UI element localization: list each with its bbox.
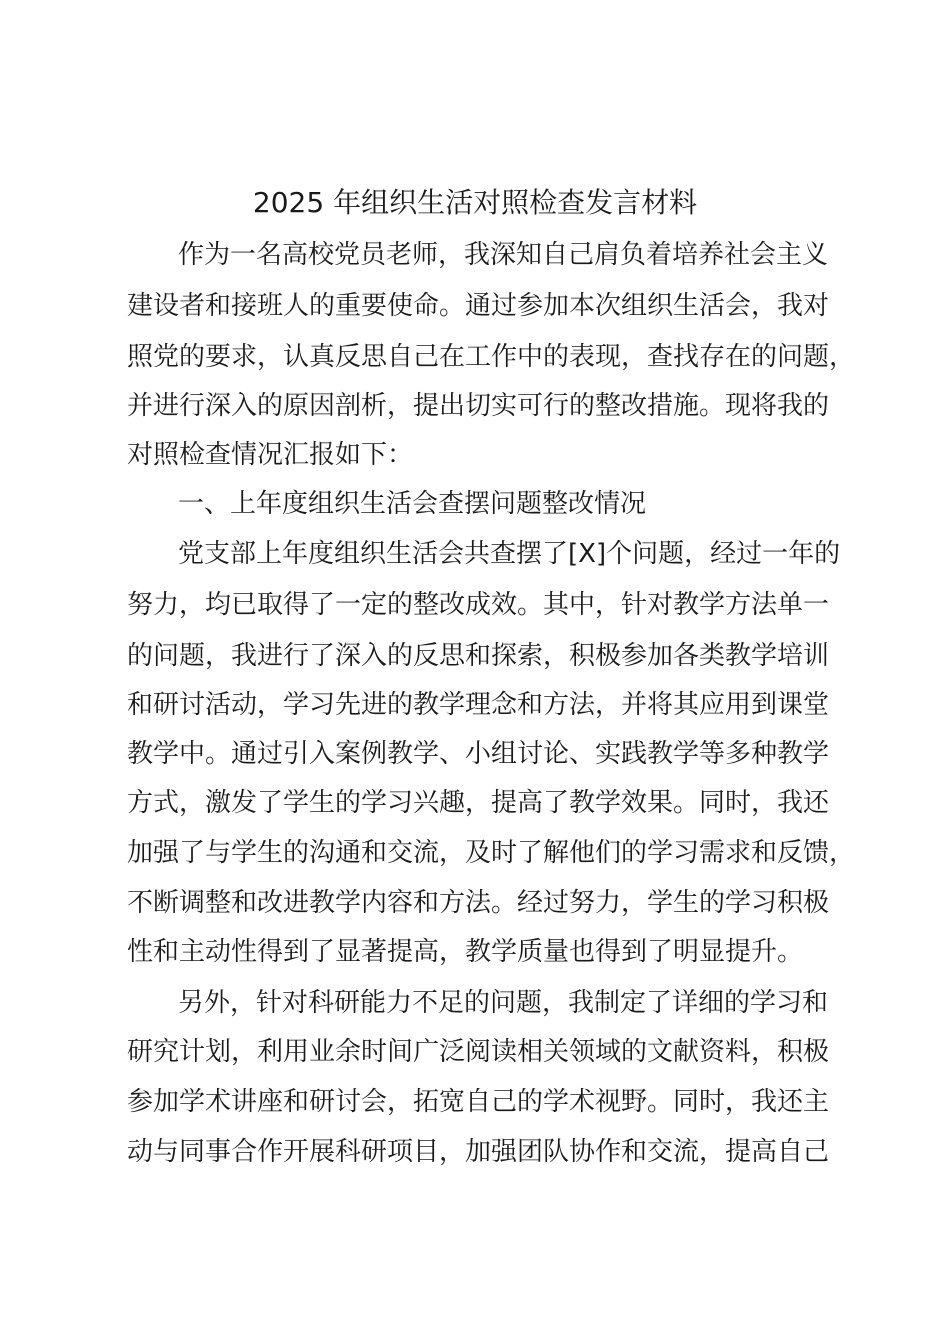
- text-line: 党支部上年度组织生活会共查摆了[X]个问题，经过一年的: [178, 539, 841, 569]
- text-line: 的问题，我进行了深入的反思和探索，积极参加各类教学培训: [127, 641, 830, 671]
- text-line: 照党的要求，认真反思自己在工作中的表现，查找存在的问题，: [127, 342, 856, 372]
- text-line: 教学中。通过引入案例教学、小组讨论、实践教学等多种教学: [127, 739, 830, 769]
- text-line: 另外，针对科研能力不足的问题，我制定了详细的学习和: [178, 988, 829, 1018]
- document-title: 2025 年组织生活对照检查发言材料: [252, 186, 698, 219]
- text-line: 努力，均已取得了一定的整改成效。其中，针对教学方法单一: [127, 590, 830, 620]
- text-line: 参加学术讲座和研讨会，拓宽自己的学术视野。同时，我还主: [127, 1087, 830, 1117]
- text-line: 作为一名高校党员老师，我深知自己肩负着培养社会主义: [178, 240, 829, 270]
- text-line: 研究计划，利用业余时间广泛阅读相关领域的文献资料，积极: [127, 1037, 830, 1067]
- text-line: 不断调整和改进教学内容和方法。经过努力，学生的学习积极: [127, 888, 830, 918]
- text-line: 动与同事合作开展科研项目，加强团队协作和交流，提高自己: [127, 1137, 830, 1167]
- text-line: 性和主动性得到了显著提高，教学质量也得到了明显提升。: [127, 937, 804, 967]
- text-line: 建设者和接班人的重要使命。通过参加本次组织生活会，我对: [127, 291, 830, 321]
- text-line: 加强了与学生的沟通和交流，及时了解他们的学习需求和反馈，: [127, 838, 856, 868]
- text-line: 对照检查情况汇报如下：: [127, 440, 414, 470]
- text-line: 并进行深入的原因剖析，提出切实可行的整改措施。现将我的: [127, 391, 830, 421]
- text-line: 和研讨活动，学习先进的教学理念和方法，并将其应用到课堂: [127, 690, 830, 720]
- section-heading: 一、上年度组织生活会查摆问题整改情况: [178, 489, 647, 519]
- text-line: 方式，激发了学生的学习兴趣，提高了教学效果。同时，我还: [127, 788, 830, 818]
